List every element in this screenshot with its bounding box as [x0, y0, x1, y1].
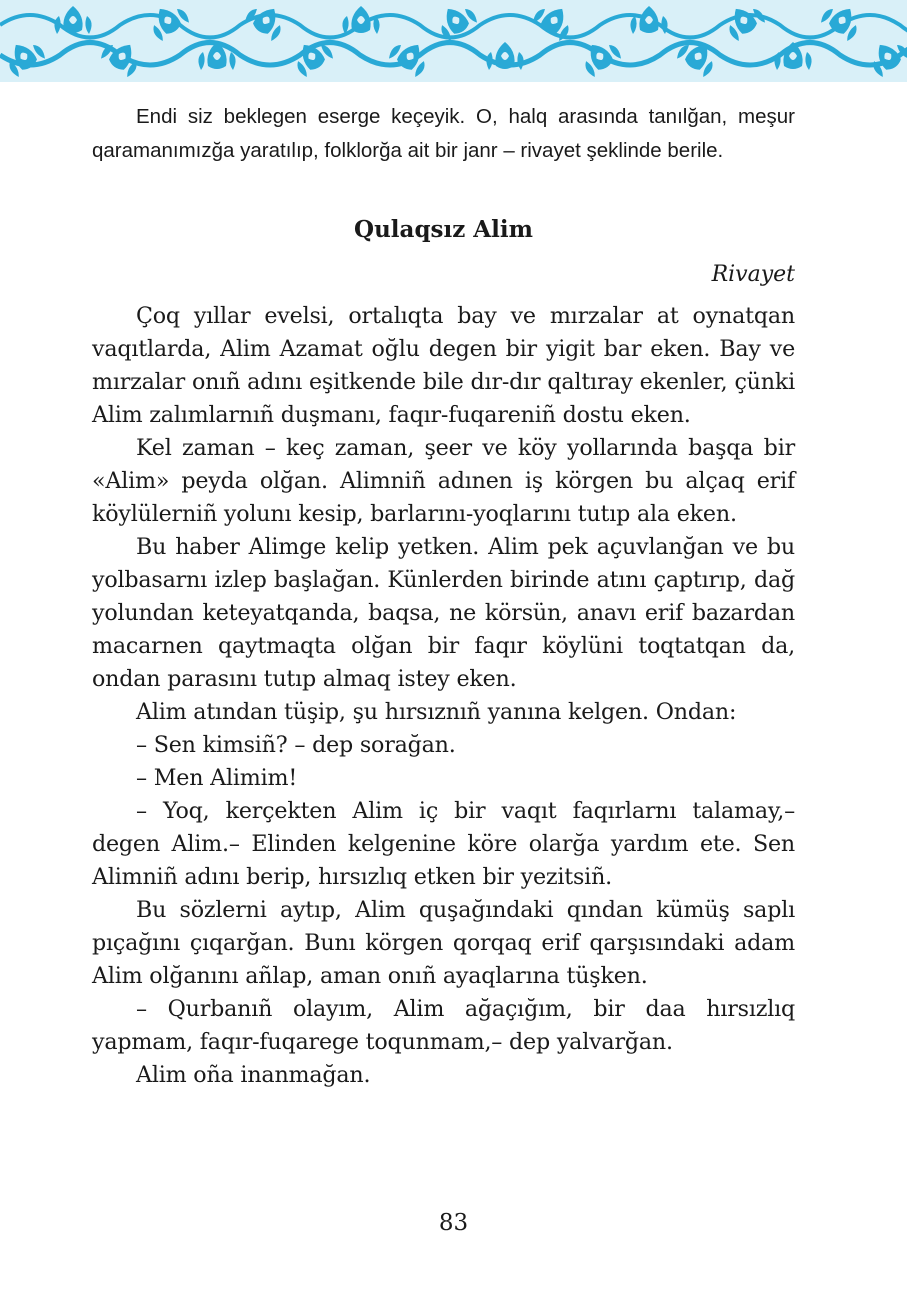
story-paragraph: Alim oña inanmağan.	[136, 1062, 371, 1088]
story-paragraph: Bu haber Alimge kelip yetken. Alim pek açuvlanğan ve bu yolbasarnı izlep başlağan. Künlerden birinde atını çaptırıp, dağ yolundan keteyatqanda, baqsa, ne körsün, anavı erif bazardan macarnen qaytmaqta olğan bir faqır köylüni toqtatqan da, ondan parasını tutıp almaq istey eken.	[92, 534, 795, 692]
story-paragraph: Çoq yıllar evelsi, ortalıqta bay ve mırzalar at oynatqan vaqıtlarda, Alim Azamat oğlu degen bir yigit bar eken. Bay ve mırzalar onıñ adını eşitkende bile dır-dır qaltıray ekenler, çünki Alim zalımlarnıñ duşmanı, faqır-fuqareniñ dostu eken.	[92, 303, 795, 428]
dialogue-line: – Qurbanıñ olayım, Alim ağaçığım, bir daa hırsızlıq yapmam, faqır-fuqarege toqunmam,– dep yalvarğan.	[92, 996, 795, 1055]
story-paragraph: Kel zaman – keç zaman, şeer ve köy yollarında başqa bir «Alim» peyda olğan. Alimniñ adınen iş körgen bu alçaq erif köylülerniñ yolunı kesip, barlarını-yoqlarını tutıp ala eken.	[92, 435, 795, 527]
floral-ornament-banner	[0, 0, 907, 82]
story-genre: Rivayet	[711, 262, 795, 287]
intro-paragraph: Endi siz beklegen eserge keçeyik. O, halq arasında tanılğan, meşur qaramanımızğa yaratılıp, folklorğa ait bir janr – rivayet şeklinde berile.	[92, 105, 795, 162]
intro-text	[92, 100, 795, 168]
dialogue-line: – Yoq, kerçekten Alim iç bir vaqıt faqırlarnı talamay,– degen Alim.– Elinden kelgenine köre olarğa yardım ete. Sen Alimniñ adını berip, hırsızlıq etken bir yezitsiñ.	[92, 798, 795, 890]
floral-ornament-icon	[0, 0, 907, 82]
dialogue-line: – Men Alimim!	[136, 765, 298, 791]
story-body	[92, 300, 795, 1092]
story-paragraph: Bu sözlerni aytıp, Alim quşağındaki qından kümüş saplı pıçağını çıqarğan. Bunı körgen qorqaq erif qarşısındaki adam Alim olğanını añlap, aman onıñ ayaqlarına tüşken.	[92, 897, 795, 989]
page-number: 83	[438, 1210, 469, 1236]
dialogue-line: – Sen kimsiñ? – dep sorağan.	[136, 732, 456, 758]
story-paragraph: Alim atından tüşip, şu hırsıznıñ yanına kelgen. Ondan:	[136, 699, 737, 725]
story-title: Qulaqsız Alim	[354, 216, 533, 243]
